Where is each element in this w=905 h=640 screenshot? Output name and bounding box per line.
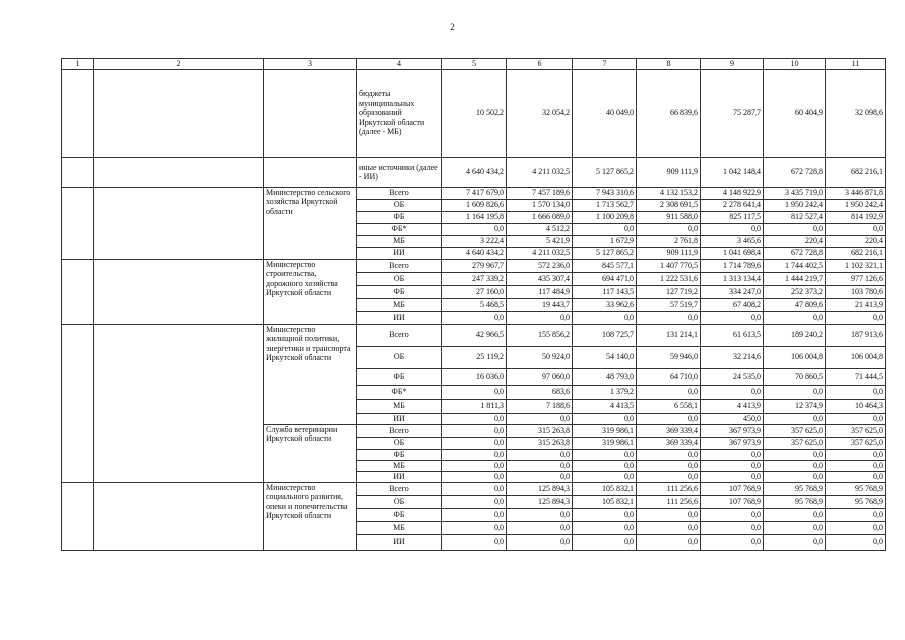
value-cell: 0,0 <box>701 534 764 550</box>
header-cell: 8 <box>637 59 701 70</box>
value-cell: 0,0 <box>442 437 507 449</box>
value-cell: 357 625,0 <box>764 424 826 437</box>
value-cell: 95 768,9 <box>764 495 826 508</box>
value-cell: 1 714 789,6 <box>701 259 764 272</box>
value-cell: 24 535,0 <box>701 368 764 385</box>
source-type: ФБ* <box>357 385 442 399</box>
value-cell: 117 143,5 <box>573 285 637 298</box>
value-cell: 1 444 219,7 <box>764 272 826 285</box>
table-row <box>62 69 886 157</box>
value-cell: 1 379,2 <box>573 385 637 399</box>
value-cell: 1 950 242,4 <box>764 199 826 211</box>
ministry-name: Служба ветеринарии Иркутской области <box>264 424 357 482</box>
value-cell: 125 894,3 <box>507 495 573 508</box>
ministry-name: Министерство жилищной политики, энергетики и транспорта Иркутской области <box>264 324 357 424</box>
value-cell: 0,0 <box>764 311 826 324</box>
source-type: ФБ <box>357 449 442 460</box>
source-type: МБ <box>357 399 442 413</box>
value-cell: 0,0 <box>637 223 701 235</box>
value-cell: 0,0 <box>507 413 573 424</box>
source-type: ФБ <box>357 508 442 521</box>
value-cell: 0,0 <box>826 311 886 324</box>
value-cell: 4 640 434,2 <box>442 247 507 259</box>
value-cell: 0,0 <box>701 471 764 482</box>
header-cell: 10 <box>764 59 826 70</box>
value-cell: 909 111,9 <box>637 157 701 187</box>
value-cell: 672 728,8 <box>764 157 826 187</box>
value-cell: 367 973,9 <box>701 424 764 437</box>
value-cell: 845 577,1 <box>573 259 637 272</box>
cell-col1 <box>62 157 94 187</box>
source-type: Всего <box>357 259 442 272</box>
value-cell: 5 421,9 <box>507 235 573 247</box>
value-cell: 4 148 922,9 <box>701 187 764 199</box>
header-cell: 6 <box>507 59 573 70</box>
value-cell: 4 211 032,5 <box>507 247 573 259</box>
value-cell: 0,0 <box>826 460 886 471</box>
value-cell: 117 484,9 <box>507 285 573 298</box>
source-type: ФБ <box>357 368 442 385</box>
header-cell: 7 <box>573 59 637 70</box>
value-cell: 0,0 <box>507 449 573 460</box>
value-cell: 0,0 <box>442 508 507 521</box>
value-cell: 7 457 189,6 <box>507 187 573 199</box>
value-cell: 111 256,6 <box>637 482 701 495</box>
cell-col2 <box>94 157 264 187</box>
value-cell: 825 117,5 <box>701 211 764 223</box>
value-cell: 0,0 <box>442 385 507 399</box>
value-cell: 21 413,9 <box>826 298 886 311</box>
value-cell: 1 041 698,4 <box>701 247 764 259</box>
value-cell: 0,0 <box>507 508 573 521</box>
value-cell: 189 240,2 <box>764 324 826 346</box>
value-cell: 672 728,8 <box>764 247 826 259</box>
value-cell: 319 986,1 <box>573 424 637 437</box>
value-cell: 367 973,9 <box>701 437 764 449</box>
value-cell: 155 856,2 <box>507 324 573 346</box>
value-cell: 95 768,9 <box>826 482 886 495</box>
cell-col1 <box>62 187 94 259</box>
value-cell: 10 502,2 <box>442 69 507 157</box>
value-cell: 909 111,9 <box>637 247 701 259</box>
value-cell: 60 404,9 <box>764 69 826 157</box>
source-label: иные источники (далее - ИИ) <box>357 157 442 187</box>
source-type: ОБ <box>357 199 442 211</box>
value-cell: 0,0 <box>573 413 637 424</box>
header-cell: 5 <box>442 59 507 70</box>
source-type: МБ <box>357 521 442 534</box>
source-type: ОБ <box>357 272 442 285</box>
source-type: ОБ <box>357 495 442 508</box>
value-cell: 66 839,6 <box>637 69 701 157</box>
value-cell: 2 308 691,5 <box>637 199 701 211</box>
value-cell: 10 464,3 <box>826 399 886 413</box>
value-cell: 111 256,6 <box>637 495 701 508</box>
value-cell: 572 236,0 <box>507 259 573 272</box>
value-cell: 279 967,7 <box>442 259 507 272</box>
source-type: ИИ <box>357 534 442 550</box>
value-cell: 435 307,4 <box>507 272 573 285</box>
value-cell: 0,0 <box>826 471 886 482</box>
value-cell: 3 435 719,0 <box>764 187 826 199</box>
value-cell: 71 444,5 <box>826 368 886 385</box>
cell-col1 <box>62 482 94 550</box>
value-cell: 4 132 153,2 <box>637 187 701 199</box>
value-cell: 812 527,4 <box>764 211 826 223</box>
cell-col2 <box>94 69 264 157</box>
value-cell: 694 471,0 <box>573 272 637 285</box>
cell-col2 <box>94 259 264 324</box>
value-cell: 0,0 <box>507 471 573 482</box>
value-cell: 682 216,1 <box>826 157 886 187</box>
value-cell: 357 625,0 <box>826 424 886 437</box>
value-cell: 61 613,5 <box>701 324 764 346</box>
value-cell: 0,0 <box>573 534 637 550</box>
value-cell: 1 164 195,8 <box>442 211 507 223</box>
value-cell: 4 413,5 <box>573 399 637 413</box>
value-cell: 357 625,0 <box>826 437 886 449</box>
source-type: Всего <box>357 424 442 437</box>
value-cell: 0,0 <box>442 311 507 324</box>
value-cell: 450,0 <box>701 413 764 424</box>
value-cell: 57 519,7 <box>637 298 701 311</box>
ministry-name: Министерство строительства, дорожного хозяйства Иркутской области <box>264 259 357 324</box>
page-number: 2 <box>450 22 455 32</box>
value-cell: 0,0 <box>442 424 507 437</box>
value-cell: 357 625,0 <box>764 437 826 449</box>
source-type: Всего <box>357 482 442 495</box>
value-cell: 108 725,7 <box>573 324 637 346</box>
value-cell: 1 672,9 <box>573 235 637 247</box>
value-cell: 1 713 562,7 <box>573 199 637 211</box>
value-cell: 315 263,8 <box>507 424 573 437</box>
value-cell: 5 127 865,2 <box>573 247 637 259</box>
value-cell: 0,0 <box>764 521 826 534</box>
value-cell: 125 894,3 <box>507 482 573 495</box>
value-cell: 75 287,7 <box>701 69 764 157</box>
value-cell: 7 417 679,0 <box>442 187 507 199</box>
value-cell: 97 060,0 <box>507 368 573 385</box>
value-cell: 19 443,7 <box>507 298 573 311</box>
value-cell: 1 570 134,0 <box>507 199 573 211</box>
value-cell: 106 004,8 <box>826 346 886 368</box>
value-cell: 64 710,0 <box>637 368 701 385</box>
header-cell: 1 <box>62 59 94 70</box>
source-type: ИИ <box>357 471 442 482</box>
value-cell: 0,0 <box>826 385 886 399</box>
value-cell: 0,0 <box>764 449 826 460</box>
value-cell: 2 761,8 <box>637 235 701 247</box>
value-cell: 0,0 <box>826 449 886 460</box>
cell-col2 <box>94 324 264 482</box>
value-cell: 0,0 <box>764 471 826 482</box>
value-cell: 106 004,8 <box>764 346 826 368</box>
value-cell: 103 780,6 <box>826 285 886 298</box>
value-cell: 814 192,9 <box>826 211 886 223</box>
value-cell: 0,0 <box>701 223 764 235</box>
value-cell: 0,0 <box>507 534 573 550</box>
table-row <box>62 482 886 495</box>
value-cell: 40 049,0 <box>573 69 637 157</box>
value-cell: 0,0 <box>442 482 507 495</box>
value-cell: 0,0 <box>701 311 764 324</box>
value-cell: 0,0 <box>442 495 507 508</box>
value-cell: 0,0 <box>573 311 637 324</box>
cell-col2 <box>94 187 264 259</box>
value-cell: 59 946,0 <box>637 346 701 368</box>
cell-col2 <box>94 482 264 550</box>
value-cell: 32 054,2 <box>507 69 573 157</box>
value-cell: 0,0 <box>764 413 826 424</box>
value-cell: 0,0 <box>701 521 764 534</box>
value-cell: 0,0 <box>573 508 637 521</box>
header-cell: 3 <box>264 59 357 70</box>
value-cell: 1 102 321,1 <box>826 259 886 272</box>
value-cell: 0,0 <box>442 534 507 550</box>
value-cell: 319 986,1 <box>573 437 637 449</box>
value-cell: 187 913,6 <box>826 324 886 346</box>
value-cell: 0,0 <box>442 449 507 460</box>
value-cell: 5 468,5 <box>442 298 507 311</box>
budget-table <box>61 58 886 551</box>
header-cell: 4 <box>357 59 442 70</box>
table-row <box>62 187 886 199</box>
value-cell: 25 119,2 <box>442 346 507 368</box>
value-cell: 0,0 <box>573 460 637 471</box>
value-cell: 2 278 641,4 <box>701 199 764 211</box>
value-cell: 0,0 <box>507 311 573 324</box>
value-cell: 252 373,2 <box>764 285 826 298</box>
value-cell: 0,0 <box>637 413 701 424</box>
cell-col1 <box>62 69 94 157</box>
value-cell: 47 809,6 <box>764 298 826 311</box>
value-cell: 16 036,0 <box>442 368 507 385</box>
value-cell: 0,0 <box>637 449 701 460</box>
value-cell: 683,6 <box>507 385 573 399</box>
value-cell: 0,0 <box>764 534 826 550</box>
value-cell: 33 962,6 <box>573 298 637 311</box>
value-cell: 0,0 <box>637 508 701 521</box>
value-cell: 3 446 871,8 <box>826 187 886 199</box>
value-cell: 48 793,0 <box>573 368 637 385</box>
value-cell: 1 811,3 <box>442 399 507 413</box>
value-cell: 0,0 <box>637 460 701 471</box>
value-cell: 0,0 <box>442 471 507 482</box>
source-type: МБ <box>357 298 442 311</box>
value-cell: 0,0 <box>826 223 886 235</box>
source-type: ФБ <box>357 211 442 223</box>
value-cell: 0,0 <box>637 385 701 399</box>
value-cell: 42 966,5 <box>442 324 507 346</box>
value-cell: 12 374,9 <box>764 399 826 413</box>
value-cell: 0,0 <box>701 449 764 460</box>
value-cell: 95 768,9 <box>826 495 886 508</box>
value-cell: 7 943 310,6 <box>573 187 637 199</box>
value-cell: 0,0 <box>826 521 886 534</box>
value-cell: 0,0 <box>442 413 507 424</box>
value-cell: 0,0 <box>573 223 637 235</box>
value-cell: 0,0 <box>637 534 701 550</box>
value-cell: 1 609 826,6 <box>442 199 507 211</box>
value-cell: 0,0 <box>442 521 507 534</box>
header-row <box>62 59 886 70</box>
value-cell: 220,4 <box>764 235 826 247</box>
value-cell: 27 160,0 <box>442 285 507 298</box>
value-cell: 0,0 <box>764 223 826 235</box>
ministry-name: Министерство социального развития, опеки и попечительства Иркутской области <box>264 482 357 550</box>
header-cell: 2 <box>94 59 264 70</box>
value-cell: 0,0 <box>573 521 637 534</box>
value-cell: 54 140,0 <box>573 346 637 368</box>
value-cell: 247 339,2 <box>442 272 507 285</box>
value-cell: 315 263,8 <box>507 437 573 449</box>
value-cell: 3 465,6 <box>701 235 764 247</box>
value-cell: 1 666 089,0 <box>507 211 573 223</box>
value-cell: 0,0 <box>442 223 507 235</box>
value-cell: 369 339,4 <box>637 437 701 449</box>
value-cell: 4 640 434,2 <box>442 157 507 187</box>
value-cell: 682 216,1 <box>826 247 886 259</box>
table-row <box>62 259 886 272</box>
value-cell: 1 407 770,5 <box>637 259 701 272</box>
value-cell: 1 744 402,5 <box>764 259 826 272</box>
value-cell: 5 127 865,2 <box>573 157 637 187</box>
value-cell: 0,0 <box>764 508 826 521</box>
value-cell: 1 950 242,4 <box>826 199 886 211</box>
value-cell: 0,0 <box>637 311 701 324</box>
value-cell: 67 408,2 <box>701 298 764 311</box>
value-cell: 50 924,0 <box>507 346 573 368</box>
value-cell: 4 512,2 <box>507 223 573 235</box>
value-cell: 127 719,2 <box>637 285 701 298</box>
value-cell: 977 126,6 <box>826 272 886 285</box>
value-cell: 0,0 <box>826 413 886 424</box>
value-cell: 0,0 <box>826 508 886 521</box>
value-cell: 105 832,1 <box>573 482 637 495</box>
header-cell: 9 <box>701 59 764 70</box>
source-type: ИИ <box>357 311 442 324</box>
cell-col3 <box>264 69 357 157</box>
value-cell: 0,0 <box>764 460 826 471</box>
value-cell: 105 832,1 <box>573 495 637 508</box>
value-cell: 0,0 <box>701 508 764 521</box>
value-cell: 0,0 <box>442 460 507 471</box>
value-cell: 0,0 <box>826 534 886 550</box>
value-cell: 911 588,0 <box>637 211 701 223</box>
source-type: Всего <box>357 187 442 199</box>
source-type: ОБ <box>357 437 442 449</box>
table-row <box>62 324 886 346</box>
table-row <box>62 157 886 187</box>
value-cell: 0,0 <box>764 385 826 399</box>
source-type: Всего <box>357 324 442 346</box>
source-type: МБ <box>357 235 442 247</box>
value-cell: 1 042 148,4 <box>701 157 764 187</box>
value-cell: 0,0 <box>573 471 637 482</box>
value-cell: 4 413,9 <box>701 399 764 413</box>
ministry-name: Министерство сельского хозяйства Иркутской области <box>264 187 357 259</box>
cell-col1 <box>62 324 94 482</box>
value-cell: 107 768,9 <box>701 495 764 508</box>
value-cell: 0,0 <box>701 385 764 399</box>
value-cell: 369 339,4 <box>637 424 701 437</box>
value-cell: 32 098,6 <box>826 69 886 157</box>
value-cell: 1 313 134,4 <box>701 272 764 285</box>
value-cell: 70 860,5 <box>764 368 826 385</box>
value-cell: 0,0 <box>637 521 701 534</box>
source-label: бюджеты муниципальных образований Иркутской области (далее - МБ) <box>357 69 442 157</box>
value-cell: 3 222,4 <box>442 235 507 247</box>
cell-col1 <box>62 259 94 324</box>
value-cell: 0,0 <box>507 521 573 534</box>
value-cell: 131 214,1 <box>637 324 701 346</box>
header-cell: 11 <box>826 59 886 70</box>
value-cell: 0,0 <box>573 449 637 460</box>
value-cell: 1 100 209,8 <box>573 211 637 223</box>
cell-col3 <box>264 157 357 187</box>
source-type: ИИ <box>357 413 442 424</box>
value-cell: 4 211 032,5 <box>507 157 573 187</box>
source-type: ОБ <box>357 346 442 368</box>
value-cell: 95 768,9 <box>764 482 826 495</box>
source-type: ФБ <box>357 285 442 298</box>
value-cell: 7 188,6 <box>507 399 573 413</box>
value-cell: 0,0 <box>637 471 701 482</box>
value-cell: 32 214,6 <box>701 346 764 368</box>
value-cell: 0,0 <box>701 460 764 471</box>
value-cell: 1 222 531,6 <box>637 272 701 285</box>
source-type: ИИ <box>357 247 442 259</box>
value-cell: 107 768,9 <box>701 482 764 495</box>
value-cell: 6 558,1 <box>637 399 701 413</box>
value-cell: 0,0 <box>507 460 573 471</box>
value-cell: 334 247,0 <box>701 285 764 298</box>
source-type: МБ <box>357 460 442 471</box>
source-type: ФБ* <box>357 223 442 235</box>
value-cell: 220,4 <box>826 235 886 247</box>
